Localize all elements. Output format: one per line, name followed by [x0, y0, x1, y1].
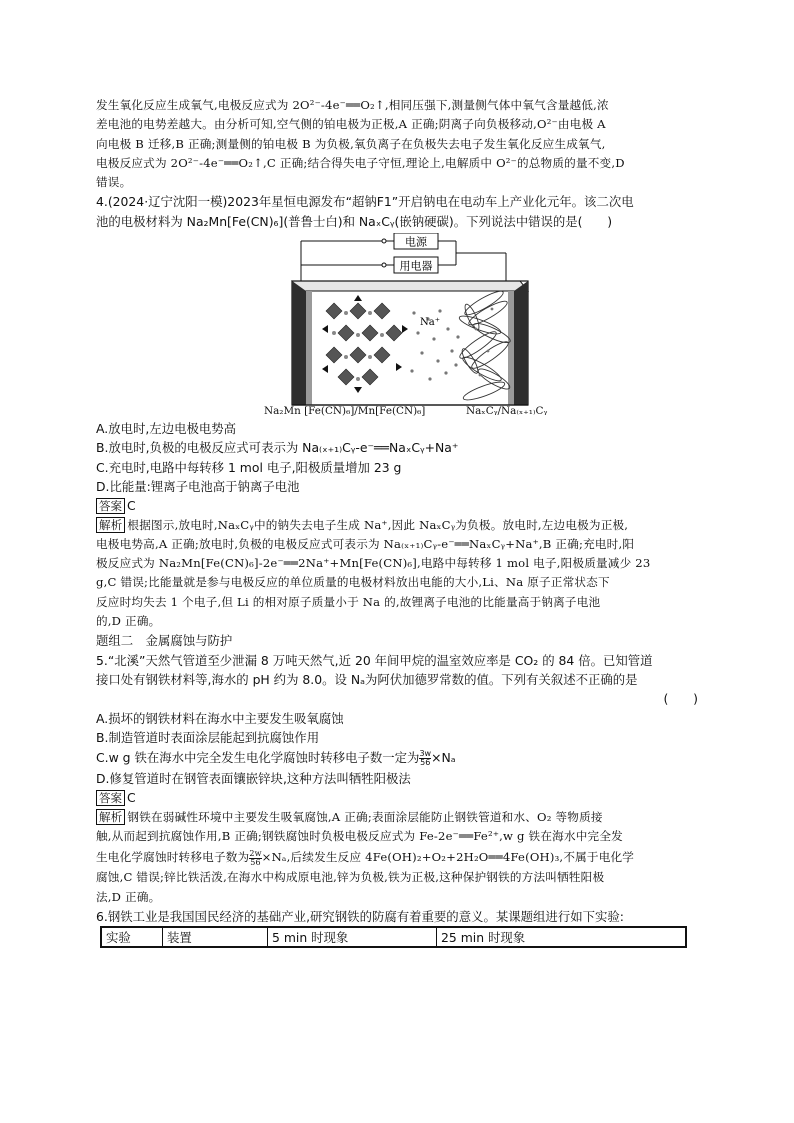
question-5-stem: 5.“北溪”天然气管道至少泄漏 8 万吨天然气,近 20 年间甲烷的温室效应率是 CO₂ 的 84 倍。已知管道 — [96, 652, 653, 668]
solution-line: 错误。 — [96, 175, 132, 190]
question-6-stem: 6.钢铁工业是我国国民经济的基础产业,研究钢铁的防腐有着重要的意义。某课题组进行如下实验: — [96, 908, 624, 924]
analysis-text: 根据图示,放电时,NaₓCᵧ中的钠失去电子生成 Na⁺,因此 NaₓCᵧ为负极。放电时,左边电极为正极, — [127, 517, 629, 532]
battery-diagram-svg — [96, 233, 698, 419]
analysis-line: 电极电势高,A 正确;放电时,负极的电极反应式可表示为 Na₍ₓ₊₁₎Cᵧ-e⁻══NaₓCᵧ+Na⁺,B 正确;充电时,阳 — [96, 536, 635, 551]
analysis-line: 法,D 正确。 — [96, 889, 161, 904]
answer-row — [96, 788, 698, 807]
table-header-cell: 5 min 时现象 — [268, 927, 437, 947]
left-electrode-caption: Na₂Mn [Fe(CN)₆]/Mn[Fe(CN)₆] — [264, 405, 426, 418]
answer-tag: 答案 — [96, 790, 125, 806]
fraction — [249, 850, 261, 867]
question-4-stem: 4.(2024·辽宁沈阳一模)2023年星恒电源发布“超钠F1”开启钠电在电动车上产业化元年。该二次电 — [96, 194, 634, 210]
table-header-row — [101, 927, 686, 947]
option-d: D.比能量:锂离子电池高于钠离子电池 — [96, 478, 300, 494]
option-b: B.放电时,负极的电极反应式可表示为 Na₍ₓ₊₁₎Cᵧ-e⁻══NaₓCᵧ+Na⁺ — [96, 440, 459, 456]
analysis-text: 钢铁在弱碱性环境中主要发生吸氧腐蚀,A 正确;表面涂层能防止钢铁管道和水、O₂ 等物质接 — [127, 809, 603, 824]
solution-line: 向电极 B 迁移,B 正确;测量侧的铂电极 B 为负极,氧负离子在负极失去电子发生氧化反应生成氧气, — [96, 136, 606, 151]
analysis-text: ×Nₐ,后续发生反应 4Fe(OH)₂+O₂+2H₂O══4Fe(OH)₃,不属于电化学 — [261, 850, 635, 865]
fraction-denominator: 56 — [420, 758, 431, 768]
solution-line: 发生氧化反应生成氧气,电极反应式为 2O²⁻-4e⁻══O₂↑,相同压强下,测量侧气体中氧气含量越低,浓 — [96, 98, 609, 112]
option-b: B.制造管道时表面涂层能起到抗腐蚀作用 — [96, 729, 320, 745]
solution-line: 电极反应式为 2O²⁻-4e⁻══O₂↑,C 正确;结合得失电子守恒,理论上,电解质中 O²⁻的总物质的量不变,D — [96, 155, 625, 170]
experiment-table — [100, 926, 687, 948]
option-a: A.放电时,左边电极电势高 — [96, 421, 237, 437]
option-c — [96, 747, 698, 769]
question-4-stem: 池的电极材料为 Na₂Mn[Fe(CN)₆](普鲁士白)和 NaₓCᵧ(嵌钠硬碳)。下列说法中错误的是( ) — [96, 213, 613, 229]
analysis-tag: 解析 — [96, 517, 125, 533]
sodium-ion-label: Na⁺ — [420, 317, 440, 329]
answer-tag: 答案 — [96, 498, 125, 514]
lattice-structure-icon — [322, 295, 408, 393]
battery-diagram — [96, 233, 698, 419]
fraction-numerator: 2w — [249, 848, 262, 858]
fraction-numerator: 3w — [419, 749, 432, 759]
analysis-line — [96, 846, 698, 868]
solution-line: 差电池的电势差越大。由分析可知,空气侧的铂电极为正极,A 正确;阴离子向负极移动,O²⁻由电极 A — [96, 117, 606, 132]
question-5-stem: 接口处有钢铁材料等,海水的 pH 约为 8.0。设 Nₐ为阿伏加德罗常数的值。下列有关叙述不正确的是 — [96, 671, 638, 687]
option-c-suffix: ×Nₐ — [431, 750, 456, 766]
analysis-row — [96, 516, 698, 535]
analysis-line: 触,从而起到抗腐蚀作用,B 正确;钢铁腐蚀时负极电极反应式为 Fe-2e⁻══Fe²⁺,w g 铁在海水中完全发 — [96, 829, 623, 844]
answer-bracket: ( ) — [663, 691, 698, 707]
analysis-line: 极反应式为 Na₂Mn[Fe(CN)₆]-2e⁻══2Na⁺+Mn[Fe(CN)₆],电路中每转移 1 mol 电子,阳极质量减少 23 — [96, 556, 651, 571]
analysis-line: 的,D 正确。 — [96, 614, 161, 629]
analysis-line: g,C 错误;比能量就是参与电极反应的单位质量的电极材料放出电能的大小,Li、Na 原子正常状态下 — [96, 575, 610, 590]
section-heading: 题组二 金属腐蚀与防护 — [96, 633, 233, 649]
table-header-cell: 装置 — [163, 927, 268, 947]
document-page — [96, 96, 698, 948]
answer-row — [96, 496, 698, 515]
analysis-line: 反应时均失去 1 个电子,但 Li 的相对原子质量小于 Na 的,故锂离子电池的比能量高于钠离子电池 — [96, 594, 601, 609]
table-header-cell: 25 min 时现象 — [437, 927, 687, 947]
analysis-line: 腐蚀,C 错误;锌比铁活泼,在海水中构成原电池,锌为负极,铁为正极,这种保护钢铁的方法叫牺牲阳极 — [96, 870, 605, 885]
table-header-cell: 实验 — [101, 927, 163, 947]
answer-value: C — [127, 498, 136, 514]
hard-carbon-layers-icon — [457, 288, 512, 404]
option-c-text: C.w g 铁在海水中完全发生电化学腐蚀时转移电子数一定为 — [96, 750, 420, 766]
power-source-label: 电源 — [405, 235, 427, 249]
analysis-tag: 解析 — [96, 809, 125, 825]
option-c: C.充电时,电路中每转移 1 mol 电子,阳极质量增加 23 g — [96, 459, 402, 475]
option-a: A.损坏的钢铁材料在海水中主要发生吸氧腐蚀 — [96, 710, 344, 726]
option-d: D.修复管道时在钢管表面镶嵌锌块,这种方法叫牺牲阳极法 — [96, 771, 411, 787]
analysis-row — [96, 808, 698, 827]
fraction — [419, 750, 431, 767]
right-electrode-caption: NaₓCᵧ/Na₍ₓ₊₁₎Cᵧ — [466, 405, 548, 418]
answer-value: C — [127, 790, 136, 806]
device-label: 用电器 — [399, 259, 433, 273]
analysis-text: 生电化学腐蚀时转移电子数为 — [96, 850, 250, 865]
fraction-denominator: 56 — [250, 857, 261, 867]
